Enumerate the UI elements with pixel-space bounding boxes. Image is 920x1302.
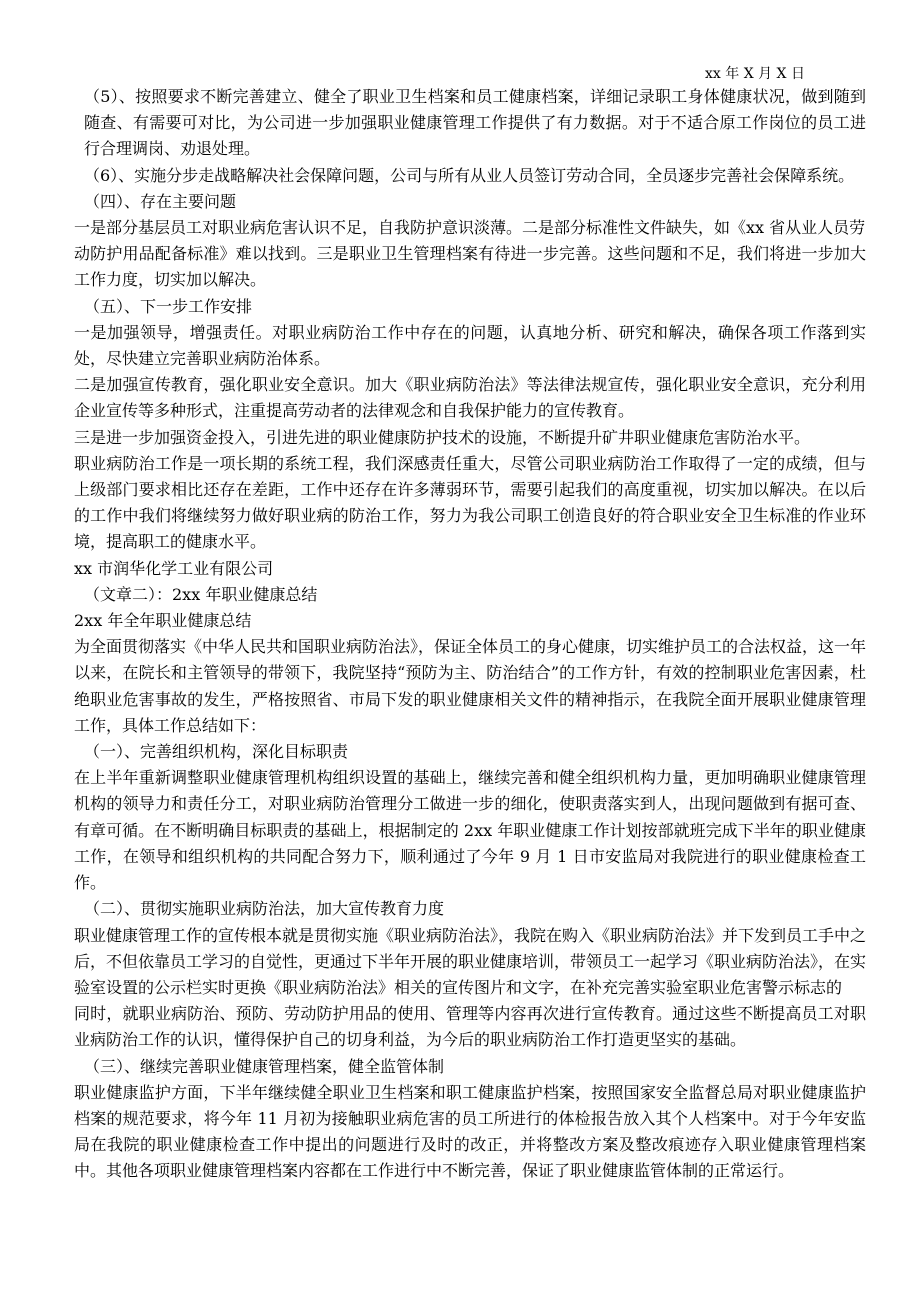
paragraph-step-2: 二是加强宣传教育，强化职业安全意识。加大《职业病防治法》等法律法规宣传，强化职业安全意识，充分利用企业宣传等多种形式，注重提高劳动者的法律观念和自我保护能力的宣传教育。 [74, 375, 866, 421]
section-heading-organization: （一）、完善组织机构，深化目标职责 [84, 742, 349, 762]
paragraph-problems-1: 一是部分基层员工对职业病危害认识不足，自我防护意识淡薄。二是部分标准性文件缺失，如《xx 省从业人员劳 [74, 218, 866, 238]
date-header: xx 年 X 月 X 日 [705, 66, 805, 82]
section-heading-archives: （三）、继续完善职业健康管理档案，健全监管体制 [84, 1056, 445, 1076]
paragraph-publicity-1: 职业健康管理工作的宣传根本就是贯彻实施《职业病防治法》，我院在购入《职业病防治法》并下发到员工手中之后，不但依靠员工学习的自觉性，更通过下半年开展的职业健康培训，带领员工一起学习《职业病防治法》，在实验室设置的公示栏实时更换《职业病防治法》相关的宣传图片和文字，在补充完善实验室职业危害警示标志的 [74, 925, 867, 997]
paragraph-problems-2: 动防护用品配备标准》难以找到。三是职业卫生管理档案有待进一步完善。这些问题和不足，我们将进一步加大工作力度，切实加以解决。 [74, 244, 866, 290]
article-two-label: （文章二）：2xx 年职业健康总结 [84, 584, 318, 604]
company-signature: xx 市润华化学工业有限公司 [74, 558, 274, 578]
paragraph-archives: 职业健康监护方面，下半年继续健全职业卫生档案和职工健康监护档案，按照国家安全监督总局对职业健康监护档案的规范要求，将今年 11 月初为接触职业病危害的员工所进行的体检报告放入其个人档案中。对于今年安监局在我院的职业健康检查工作中提出的问题进行及时的改正，并将整改方案及整改痕迹存入职业健康管理档案中。其他各项职业健康管理档案内容都在工作进行中不断完善，保证了职业健康监管体制的正常运行。 [74, 1082, 866, 1181]
paragraph-item-5: （5）、按照要求不断完善建立、健全了职业卫生档案和员工健康档案，详细记录职工身体健康状况，做到随到随查、有需要可对比，为公司进一步加强职业健康管理工作提供了有力数据。对于不适合原工作岗位的员工进行合理调岗、劝退处理。 [84, 87, 866, 159]
paragraph-conclusion: 职业病防治工作是一项长期的系统工程，我们深感责任重大，尽管公司职业病防治工作取得了一定的成绩，但与上级部门要求相比还存在差距，工作中还存在许多薄弱环节，需要引起我们的高度重视，切实加以解决。在以后的工作中我们将继续努力做好职业病的防治工作，努力为我公司职工创造良好的符合职业安全卫生标准的作业环境，提高职工的健康水平。 [74, 453, 866, 552]
document-body [74, 84, 866, 1185]
section-heading-problems: （四）、存在主要问题 [84, 191, 237, 211]
paragraph-step-1: 一是加强领导，增强责任。对职业病防治工作中存在的问题，认真地分析、研究和解决，确保各项工作落到实处，尽快建立完善职业病防治体系。 [74, 322, 866, 369]
paragraph-publicity-2: 同时，就职业病防治、预防、劳动防护用品的使用、管理等内容再次进行宣传教育。通过这些不断提高员工对职业病防治工作的认识，懂得保护自己的切身利益，为今后的职业病防治工作打造更坚实的基础。 [74, 1004, 866, 1050]
paragraph-intro: 为全面贯彻落实《中华人民共和国职业病防治法》，保证全体员工的身心健康，切实维护员工的合法权益，这一年以来，在院长和主管领导的带领下，我院坚持“预防为主、防治结合”的工作方针，有效的控制职业危害因素，杜绝职业危害事故的发生，严格按照省、市局下发的职业健康相关文件的精神指示，在我院全面开展职业健康管理工作，具体工作总结如下： [74, 637, 867, 735]
section-heading-publicity: （二）、贯彻实施职业病防治法，加大宣传教育力度 [84, 899, 445, 919]
paragraph-item-6: （6）、实施分步走战略解决社会保障问题，公司与所有从业人员签订劳动合同，全员逐步完善社会保障系统。 [84, 165, 855, 185]
paragraph-organization: 在上半年重新调整职业健康管理机构组织设置的基础上，继续完善和健全组织机构力量，更加明确职业健康管理机构的领导力和责任分工，对职业病防治管理分工做进一步的细化，使职责落实到人，出现问题做到有据可查、有章可循。在不断明确目标职责的基础上，根据制定的 2xx 年职业健康工作计划按部就班完成下半年的职业健康工作，在领导和组织机构的共同配合努力下，顺利通过了今年 9 月 1 日市安监局对我院进行的职业健康检查工作。 [74, 768, 866, 893]
article-two-title: 2xx 年全年职业健康总结 [74, 611, 252, 631]
paragraph-step-3: 三是进一步加强资金投入，引进先进的职业健康防护技术的设施，不断提升矿井职业健康危害防治水平。 [74, 427, 811, 447]
section-heading-next-steps: （五）、下一步工作安排 [84, 296, 253, 316]
